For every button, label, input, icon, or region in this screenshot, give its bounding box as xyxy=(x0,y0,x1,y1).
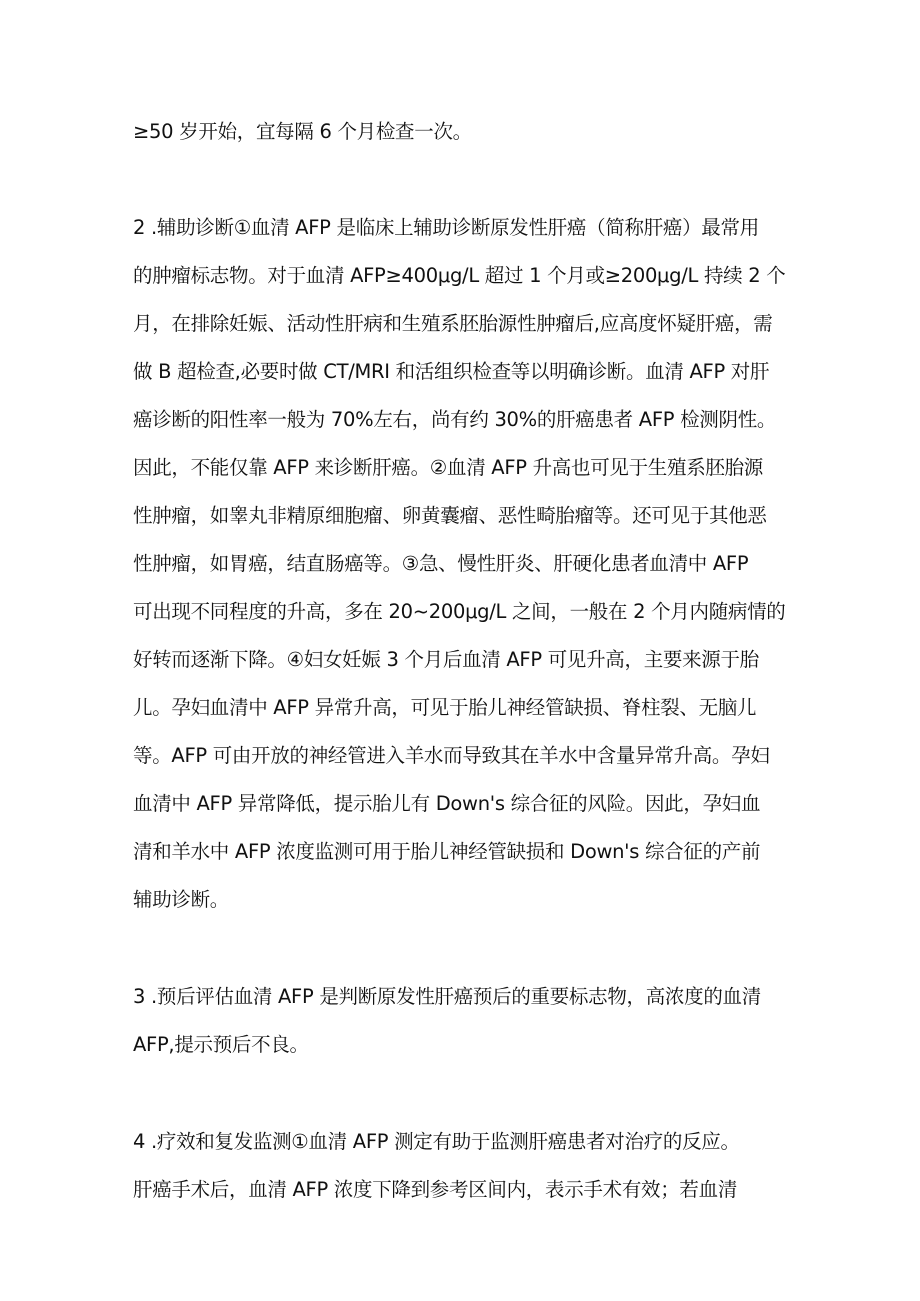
paragraph-line: 清和羊水中 AFP 浓度监测可用于胎儿神经管缺损和 Down's 综合征的产前 xyxy=(133,840,761,863)
paragraph-line: AFP,提示预后不良。 xyxy=(133,1033,309,1056)
paragraph-line: 月，在排除妊娠、活动性肝病和生殖系胚胎源性肿瘤后,应高度怀疑肝癌，需 xyxy=(133,312,773,335)
paragraph-line: 肝癌手术后，血清 AFP 浓度下降到参考区间内，表示手术有效；若血清 xyxy=(133,1178,738,1201)
paragraph-line: 做 B 超检查,必要时做 CT/MRI 和活组织检查等以明确诊断。血清 AFP 对肝 xyxy=(133,360,770,383)
paragraph-line: 2 .辅助诊断①血清 AFP 是临床上辅助诊断原发性肝癌（简称肝癌）最常用 xyxy=(133,216,759,239)
paragraph-line: 性肿瘤，如胃癌，结直肠癌等。③急、慢性肝炎、肝硬化患者血清中 AFP xyxy=(133,552,749,575)
paragraph-line: 可出现不同程度的升高，多在 20~200μg/L 之间，一般在 2 个月内随病情的 xyxy=(133,600,786,623)
paragraph-line: 等。AFP 可由开放的神经管进入羊水而导致其在羊水中含量异常升高。孕妇 xyxy=(133,744,770,767)
paragraph-line: 辅助诊断。 xyxy=(133,888,230,911)
paragraph-line: 的肿瘤标志物。对于血清 AFP≥400μg/L 超过 1 个月或≥200μg/L 持续 2 个 xyxy=(133,264,786,287)
paragraph-line: 儿。孕妇血清中 AFP 异常升高，可见于胎儿神经管缺损、脊柱裂、无脑儿 xyxy=(133,696,757,719)
paragraph-line: 血清中 AFP 异常降低，提示胎儿有 Down's 综合征的风险。因此，孕妇血 xyxy=(133,792,761,815)
paragraph-line: 3 .预后评估血清 AFP 是判断原发性肝癌预后的重要标志物，高浓度的血清 xyxy=(133,985,761,1008)
paragraph-line: 4 .疗效和复发监测①血清 AFP 测定有助于监测肝癌患者对治疗的反应。 xyxy=(133,1130,740,1153)
paragraph-line: 癌诊断的阳性率一般为 70%左右，尚有约 30%的肝癌患者 AFP 检测阴性。 xyxy=(133,408,777,431)
paragraph-line: 因此，不能仅靠 AFP 来诊断肝癌。②血清 AFP 升高也可见于生殖系胚胎源 xyxy=(133,456,764,479)
paragraph-line: 性肿瘤，如睾丸非精原细胞瘤、卵黄囊瘤、恶性畸胎瘤等。还可见于其他恶 xyxy=(133,504,767,527)
paragraph-line: 好转而逐渐下降。④妇女妊娠 3 个月后血清 AFP 可见升高，主要来源于胎 xyxy=(133,648,759,671)
intro-line: ≥50 岁开始，宜每隔 6 个月检查一次。 xyxy=(133,120,472,143)
